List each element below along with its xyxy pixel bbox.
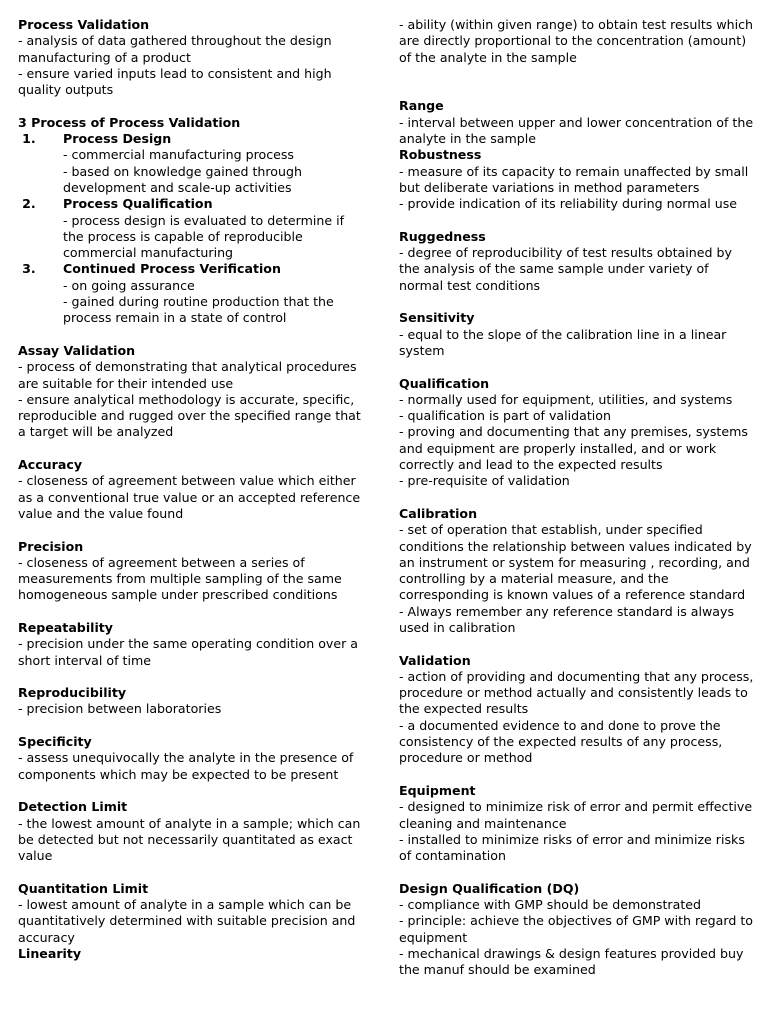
heading-reproducibility: Reproducibility bbox=[18, 685, 127, 701]
list-item-process-design bbox=[40, 131, 368, 196]
text-line: - qualification is part of validation bbox=[399, 408, 611, 424]
text-line: - gained during routine production that the process remain in a state of control bbox=[63, 294, 334, 326]
step-label: 1. Process Design bbox=[63, 131, 172, 147]
heading-quantitation-limit: Quantitation Limit bbox=[18, 880, 149, 896]
section-design-qualification bbox=[399, 881, 755, 979]
section-linearity-continued bbox=[399, 17, 755, 66]
heading-specificity: Specificity bbox=[18, 734, 92, 750]
text-line: - interval between upper and lower concentration of the analyte in the sample bbox=[399, 114, 754, 147]
text-line: - installed to minimize risks of error and minimize risks of contamination bbox=[399, 831, 745, 864]
section-precision bbox=[18, 539, 368, 604]
section-repeatability bbox=[18, 620, 368, 669]
section-robustness bbox=[399, 147, 755, 212]
heading-precision: Precision bbox=[18, 538, 84, 554]
text-line: - degree of reproducibility of test results obtained by the analysis of the same sample under variety of normal test conditions bbox=[399, 245, 732, 293]
heading-linearity: Linearity bbox=[18, 945, 82, 961]
text-line: - pre-requisite of validation bbox=[399, 473, 570, 489]
heading-three-process: 3 Process of Process Validation bbox=[18, 114, 241, 130]
text-line: - equal to the slope of the calibration line in a linear system bbox=[399, 326, 727, 358]
text-line: - precision under the same operating condition over a short interval of time bbox=[18, 636, 359, 668]
section-sensitivity bbox=[399, 310, 755, 359]
heading-equipment: Equipment bbox=[399, 782, 476, 798]
text-line: - the lowest amount of analyte in a sample; which can be detected but not necessarily quantitated as exact value bbox=[18, 815, 361, 864]
heading-range: Range bbox=[399, 98, 444, 114]
section-range bbox=[399, 98, 755, 147]
heading-sensitivity: Sensitivity bbox=[399, 310, 475, 326]
text-line: - designed to minimize risk of error and permit effective cleaning and maintenance bbox=[399, 799, 753, 831]
text-line: - precision between laboratories bbox=[18, 701, 222, 717]
heading-qualification: Qualification bbox=[399, 375, 490, 391]
section-reproducibility bbox=[18, 685, 368, 718]
step-label: 3. Continued Process Verification bbox=[63, 261, 281, 277]
text-line: - ability (within given range) to obtain test results which are directly proportional to the concentration (amount) of the analyte in the sample bbox=[399, 17, 754, 65]
section-calibration bbox=[399, 506, 755, 636]
text-line: - process design is evaluated to determine if the process is capable of reproducible commercial manufacturing bbox=[63, 212, 345, 261]
text-line: - a documented evidence to and done to prove the consistency of the expected results of any process, procedure or method bbox=[399, 717, 723, 766]
text-line: - set of operation that establish, under specified conditions the relationship between values indicated by an instrument or system for measuring , recording, and controlling by a material measure, and the corresponding is known values of a reference standard bbox=[399, 522, 752, 603]
heading-calibration: Calibration bbox=[399, 505, 478, 521]
text-line: - mechanical drawings & design features provided buy the manuf should be examined bbox=[399, 945, 744, 978]
text-line: - process of demonstrating that analytical procedures are suitable for their intended use bbox=[18, 359, 357, 391]
text-line: - closeness of agreement between a series of measurements from multiple sampling of the same homogeneous sample under prescribed conditions bbox=[18, 554, 342, 603]
heading-accuracy: Accuracy bbox=[18, 457, 83, 473]
section-quantitation-limit bbox=[18, 881, 368, 946]
section-assay-validation bbox=[18, 343, 368, 441]
text-line: - proving and documenting that any premises, systems and equipment are properly installed, and or work correctly and lead to the expected results bbox=[399, 424, 748, 473]
text-line: - Always remember any reference standard is always used in calibration bbox=[399, 603, 735, 635]
section-ruggedness bbox=[399, 229, 755, 294]
right-column bbox=[399, 17, 755, 979]
text-line: - commercial manufacturing process bbox=[63, 147, 294, 163]
text-line: - closeness of agreement between value which either as a conventional true value or an accepted reference value and the value found bbox=[18, 473, 361, 521]
text-line: - lowest amount of analyte in a sample which can be quantitatively determined with suitable precision and accuracy bbox=[18, 897, 356, 945]
heading-design-qualification: Design Qualification (DQ) bbox=[399, 880, 580, 896]
process-steps-list bbox=[18, 131, 368, 327]
step-label: 2. Process Qualification bbox=[63, 196, 213, 212]
section-equipment bbox=[399, 783, 755, 864]
section-three-process bbox=[18, 115, 368, 327]
text-line: - provide indication of its reliability during normal use bbox=[399, 196, 738, 212]
section-process-validation bbox=[18, 17, 368, 98]
text-line: - ensure varied inputs lead to consistent and high quality outputs bbox=[18, 65, 332, 98]
list-item-process-qualification bbox=[40, 196, 368, 261]
heading-robustness: Robustness bbox=[399, 147, 482, 163]
section-detection-limit bbox=[18, 799, 368, 864]
text-line: - on going assurance bbox=[63, 277, 195, 293]
section-accuracy bbox=[18, 457, 368, 522]
text-line: - principle: achieve the objectives of GMP with regard to equipment bbox=[399, 913, 753, 945]
text-line: - compliance with GMP should be demonstrated bbox=[399, 897, 701, 913]
text-line: - assess unequivocally the analyte in the presence of components which may be expected to be present bbox=[18, 750, 354, 782]
heading-assay-validation: Assay Validation bbox=[18, 342, 136, 358]
section-qualification bbox=[399, 376, 755, 490]
heading-ruggedness: Ruggedness bbox=[399, 228, 486, 244]
heading-process-validation: Process Validation bbox=[18, 17, 150, 32]
heading-repeatability: Repeatability bbox=[18, 619, 114, 635]
heading-detection-limit: Detection Limit bbox=[18, 799, 128, 815]
text-line: - normally used for equipment, utilities, and systems bbox=[399, 391, 733, 407]
section-validation bbox=[399, 653, 755, 767]
text-line: - action of providing and documenting that any process, procedure or method actually and consistently leads to the expected results bbox=[399, 668, 754, 717]
left-column bbox=[18, 17, 368, 962]
text-line: - based on knowledge gained through development and scale-up activities bbox=[63, 163, 302, 195]
text-line: - analysis of data gathered throughout the design manufacturing of a product bbox=[18, 33, 332, 65]
section-specificity bbox=[18, 734, 368, 783]
heading-validation: Validation bbox=[399, 652, 471, 668]
text-line: - ensure analytical methodology is accurate, specific, reproducible and rugged over the specified range that a target will be analyzed bbox=[18, 391, 361, 440]
list-item-continued-verification bbox=[40, 261, 368, 326]
section-linearity bbox=[18, 946, 368, 962]
text-line: - measure of its capacity to remain unaffected by small but deliberate variations in method parameters bbox=[399, 163, 749, 195]
